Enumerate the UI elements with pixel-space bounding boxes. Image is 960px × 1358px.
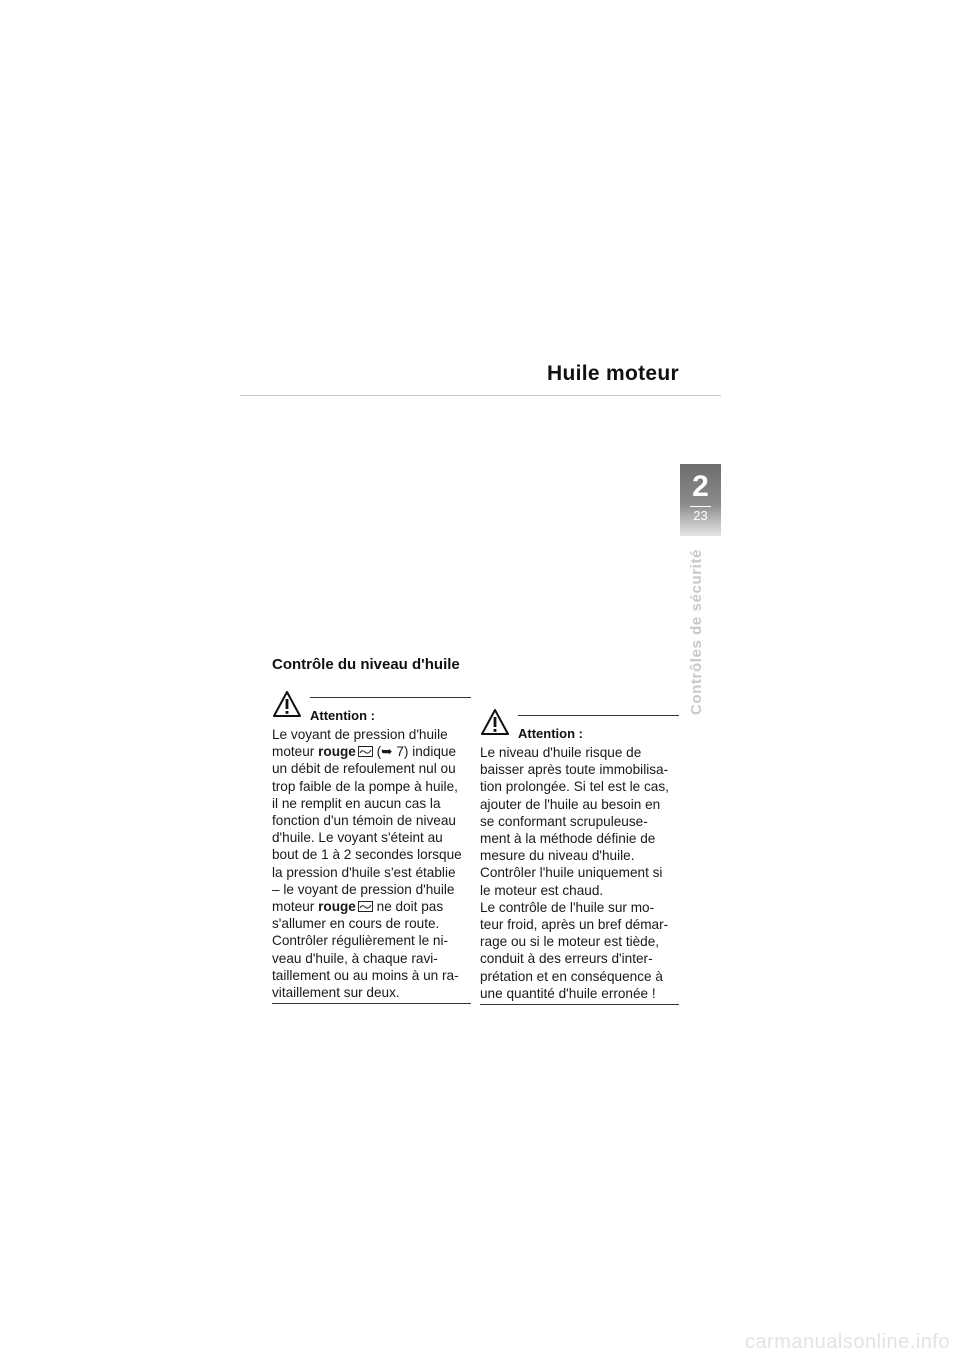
note-line: le moteur est chaud. (480, 882, 604, 898)
note-line: Le voyant de pression d'huile (272, 727, 448, 742)
note-line: il ne remplit en aucun cas la (272, 795, 441, 811)
note-line: veau d'huile, à chaque ravi- (272, 950, 438, 966)
attention-note-left (272, 690, 471, 1004)
note-text: (➥ 7) indique (372, 744, 457, 760)
site-watermark[interactable]: carmanualsonline.info (744, 1331, 950, 1353)
note-top-rule (518, 715, 679, 716)
chapter-side-label: Contrôles de sécurité (688, 549, 705, 715)
note-line (272, 898, 471, 915)
note-header (272, 690, 471, 726)
note-line (272, 743, 471, 760)
note-line: Le contrôle de l'huile sur mo- (480, 899, 655, 915)
note-body (480, 744, 679, 1002)
warning-triangle-icon (480, 708, 510, 736)
note-line: tion prolongée. Si tel est le cas, (480, 779, 669, 795)
note-line: taillement ou au moins à un ra- (272, 967, 459, 983)
chapter-tab (680, 464, 721, 536)
note-line: fonction d'un témoin de niveau (272, 813, 456, 829)
oil-pressure-icon (358, 901, 373, 912)
note-line: la pression d'huile s'est établie (272, 864, 456, 880)
oil-pressure-icon (358, 746, 373, 757)
red-keyword: rouge (318, 744, 356, 760)
note-text: moteur (272, 744, 319, 760)
note-line: rage ou si le moteur est tiède, (480, 934, 660, 950)
page-title: Huile moteur (547, 362, 679, 385)
note-line: baisser après toute immobilisa- (480, 762, 669, 778)
note-line: un débit de refoulement nul ou (272, 761, 456, 777)
red-keyword: rouge (318, 899, 356, 915)
note-text: moteur (272, 899, 319, 915)
warning-triangle-icon (272, 690, 302, 718)
note-line: se conformant scrupuleuse- (480, 813, 648, 829)
note-bottom-rule (272, 1003, 471, 1004)
note-line: d'huile. Le voyant s'éteint au (272, 830, 443, 846)
page-number: 23 (693, 508, 708, 523)
note-body (272, 726, 471, 1001)
note-header (480, 708, 679, 744)
header-divider (240, 395, 721, 396)
note-line: vitaillement sur deux. (272, 985, 400, 1001)
note-line: s'allumer en cours de route. (272, 916, 440, 932)
note-line: trop faible de la pompe à huile, (272, 778, 458, 794)
attention-label: Attention : (310, 708, 375, 723)
attention-label: Attention : (518, 726, 583, 741)
note-line: mesure du niveau d'huile. (480, 848, 635, 864)
chapter-number: 2 (692, 470, 709, 503)
note-line: Le niveau d'huile risque de (480, 745, 642, 760)
note-line: ajouter de l'huile au besoin en (480, 796, 661, 812)
note-line: ment à la méthode définie de (480, 831, 656, 847)
note-line: conduit à des erreurs d'inter- (480, 951, 653, 967)
note-text: ne doit pas (372, 899, 444, 915)
note-line: prétation et en conséquence à (480, 968, 663, 984)
note-line: Contrôler l'huile uniquement si (480, 865, 663, 881)
attention-note-right (480, 708, 679, 1005)
note-bottom-rule (480, 1004, 679, 1005)
note-line: teur froid, après un bref démar- (480, 917, 669, 933)
note-line: – le voyant de pression d'huile (272, 881, 455, 897)
section-heading: Contrôle du niveau d'huile (272, 656, 460, 673)
note-line: Contrôler régulièrement le ni- (272, 933, 449, 949)
note-top-rule (310, 697, 471, 698)
chapter-separator (690, 506, 711, 507)
note-line: une quantité d'huile erronée ! (480, 985, 656, 1001)
note-line: bout de 1 à 2 secondes lorsque (272, 847, 462, 863)
